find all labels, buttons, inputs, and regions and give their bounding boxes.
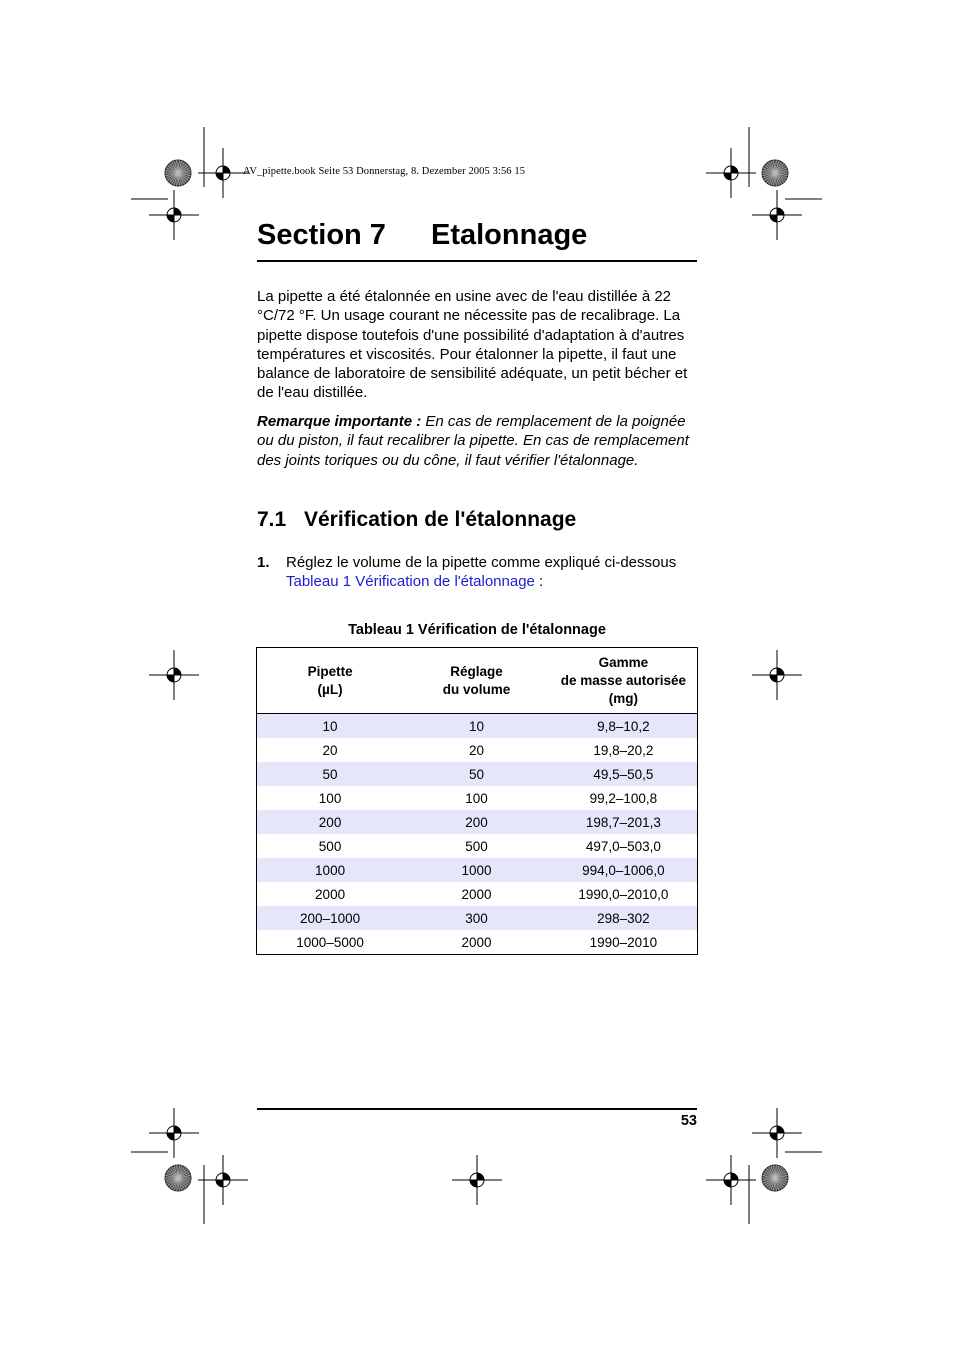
section-number: Section 7 bbox=[257, 219, 386, 251]
header-mass-range: Gamme de masse autorisée (mg) bbox=[550, 648, 698, 714]
important-note bbox=[257, 412, 697, 470]
section-title: Etalonnage bbox=[431, 219, 588, 251]
cell-mass-range: 9,8–10,2 bbox=[550, 714, 698, 739]
cell-mass-range: 198,7–201,3 bbox=[550, 810, 698, 834]
table-row bbox=[257, 714, 698, 739]
cell-setting: 500 bbox=[465, 838, 488, 854]
table-row bbox=[257, 762, 698, 786]
registration-mark-icon bbox=[752, 190, 802, 240]
cell-setting: 2000 bbox=[461, 886, 492, 902]
cell-pipette: 1000–5000 bbox=[296, 934, 364, 950]
cell-mass-range: 497,0–503,0 bbox=[585, 838, 661, 854]
intro-paragraph: La pipette a été étalonnée en usine avec de l'eau distillée à 22 °C/72 °F. Un usage courant ne nécessite pas de recalibrage. La pipette dispose toutefois d'une possibilité d'adaptation à d'autres températures et viscosités. Pour étalonner la pipette, il faut une balance de laboratoire de sensibilité adéquate, un petit bécher et de l'eau distillée. bbox=[257, 288, 688, 402]
table-row bbox=[257, 834, 698, 858]
table-link[interactable]: Tableau 1 Vérification de l'étalonnage bbox=[286, 573, 535, 591]
cell-mass-range: 298–302 bbox=[550, 906, 698, 930]
table-row bbox=[257, 906, 698, 930]
cell-mass-range: 1990–2010 bbox=[589, 934, 658, 950]
step-text-before: Réglez le volume de la pipette comme expliqué ci-dessous bbox=[286, 554, 677, 571]
cell-mass-range: 49,5–50,5 bbox=[550, 762, 698, 786]
registration-mark-icon bbox=[198, 1155, 248, 1205]
note-text: En cas de remplacement de la poignée ou du piston, il faut recalibrer la pipette. En cas de remplacement des joints toriques ou du cône, il faut vérifier l'étalonnage. bbox=[257, 413, 689, 469]
table-row bbox=[257, 882, 698, 906]
page-number: 53 bbox=[680, 1113, 697, 1129]
cell-setting: 200 bbox=[403, 810, 550, 834]
cell-pipette: 200–1000 bbox=[257, 906, 404, 930]
registration-mark-icon bbox=[149, 190, 199, 240]
cell-setting: 2000 bbox=[461, 934, 492, 950]
table-row bbox=[257, 786, 698, 810]
subsection-number: 7.1 bbox=[257, 508, 287, 531]
cell-mass-range: 1990,0–2010,0 bbox=[578, 886, 669, 902]
step-number: 1. bbox=[257, 554, 270, 571]
registration-mark-icon bbox=[752, 1108, 802, 1158]
registration-mark-icon bbox=[149, 1108, 199, 1158]
footer-rule bbox=[257, 1108, 697, 1110]
cell-pipette: 1000 bbox=[257, 858, 404, 882]
table-row bbox=[257, 930, 698, 955]
table-header-row bbox=[257, 648, 698, 714]
cell-setting: 300 bbox=[403, 906, 550, 930]
step-text bbox=[286, 553, 686, 592]
color-bar-disc-icon bbox=[762, 160, 788, 186]
registration-mark-icon bbox=[452, 1155, 502, 1205]
registration-mark-icon bbox=[198, 148, 248, 198]
color-bar-disc-icon bbox=[165, 1165, 191, 1191]
table-row bbox=[257, 810, 698, 834]
registration-mark-icon bbox=[149, 650, 199, 700]
table-caption: Tableau 1 Vérification de l'étalonnage bbox=[348, 622, 606, 638]
subsection-title: Vérification de l'étalonnage bbox=[304, 508, 577, 531]
cell-pipette: 2000 bbox=[315, 886, 346, 902]
color-bar-disc-icon bbox=[165, 160, 191, 186]
subsection-heading bbox=[257, 505, 576, 535]
cell-setting: 100 bbox=[465, 790, 488, 806]
color-bar-disc-icon bbox=[762, 1165, 788, 1191]
cell-setting: 20 bbox=[468, 742, 484, 758]
header-setting: Réglage du volume bbox=[403, 648, 550, 714]
cell-mass-range: 99,2–100,8 bbox=[589, 790, 658, 806]
cell-pipette: 100 bbox=[318, 790, 342, 806]
step-text-after: : bbox=[534, 573, 544, 591]
cell-mass-range: 994,0–1006,0 bbox=[550, 858, 698, 882]
cell-pipette: 500 bbox=[318, 838, 342, 854]
cell-pipette: 50 bbox=[257, 762, 404, 786]
table-row bbox=[257, 738, 698, 762]
cell-setting: 10 bbox=[403, 714, 550, 739]
cell-pipette: 20 bbox=[322, 742, 338, 758]
cell-pipette: 200 bbox=[257, 810, 404, 834]
cell-setting: 1000 bbox=[403, 858, 550, 882]
cell-setting: 50 bbox=[403, 762, 550, 786]
header-pipette: Pipette (µL) bbox=[257, 648, 404, 714]
calibration-table bbox=[256, 647, 698, 955]
cell-mass-range: 19,8–20,2 bbox=[593, 742, 654, 758]
print-slug: AV_pipette.book Seite 53 Donnerstag, 8. Dezember 2005 3:56 15 bbox=[243, 166, 526, 177]
registration-mark-icon bbox=[752, 650, 802, 700]
cell-pipette: 10 bbox=[257, 714, 404, 739]
section-heading bbox=[257, 215, 697, 262]
table-row bbox=[257, 858, 698, 882]
note-label: Remarque importante : bbox=[257, 413, 422, 430]
